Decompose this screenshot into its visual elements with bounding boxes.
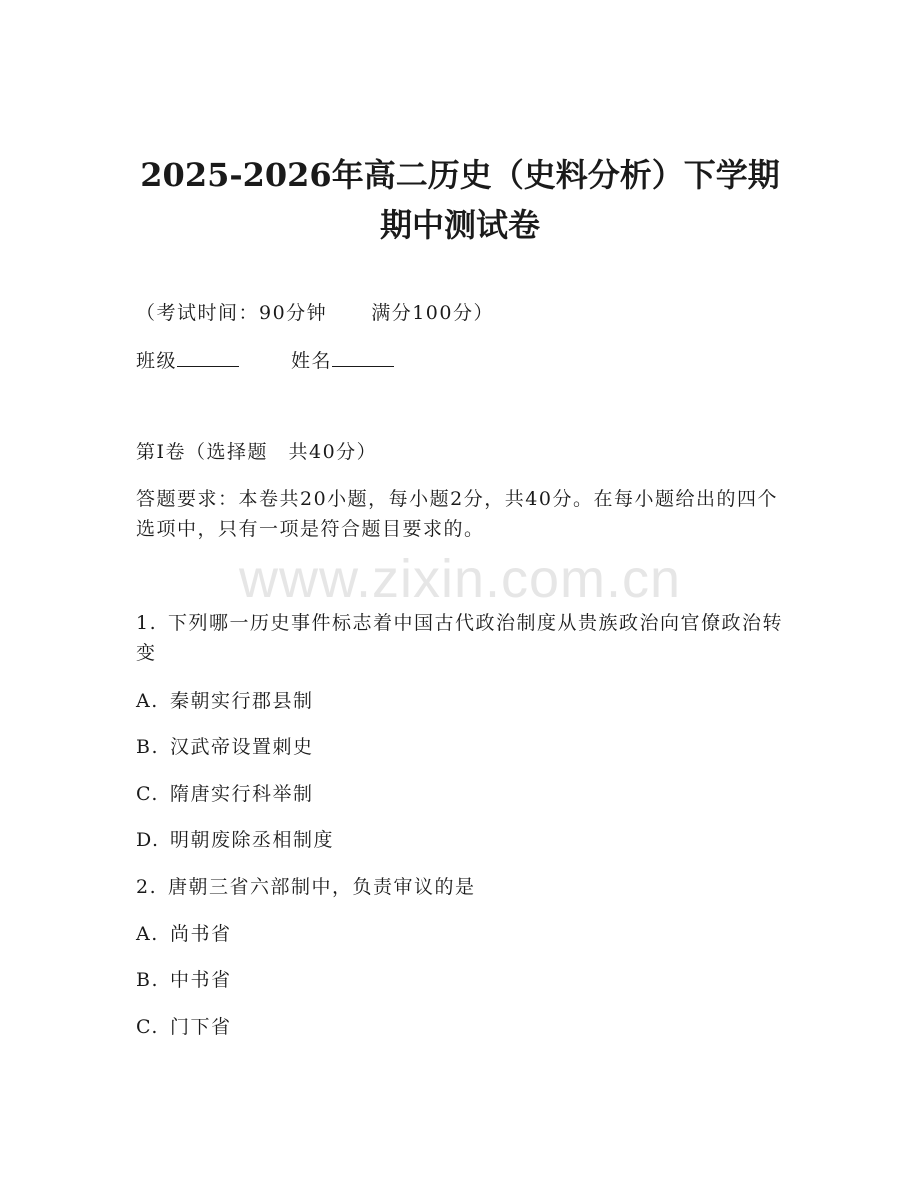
option-text: 隋唐实行科举制 <box>170 783 314 805</box>
exam-time-info <box>136 298 786 328</box>
option-letter: A. <box>136 923 159 945</box>
question-1-option-b <box>136 732 786 762</box>
option-letter: A. <box>136 690 159 712</box>
section1-heading: 第Ⅰ卷（选择题 共40分） <box>136 441 378 463</box>
question-1-text: 下列哪一历史事件标志着中国古代政治制度从贵族政治向官僚政治转变 <box>136 612 784 664</box>
class-label: 班级 <box>136 350 178 372</box>
name-label: 姓名 <box>291 350 333 372</box>
exam-title-line1: 2025-2026年高二历史（史料分析）下学期 <box>140 156 780 194</box>
question-2-option-a <box>136 919 786 949</box>
option-letter: B. <box>136 736 160 758</box>
question-2-number: 2. <box>136 876 158 898</box>
option-text: 汉武帝设置刺史 <box>170 736 314 758</box>
option-text: 秦朝实行郡县制 <box>170 690 314 712</box>
question-1-number: 1. <box>136 612 158 634</box>
question-2-option-c <box>136 1012 786 1042</box>
option-letter: D. <box>136 829 160 851</box>
option-text: 中书省 <box>170 969 232 991</box>
option-text: 尚书省 <box>170 923 232 945</box>
class-blank-field[interactable] <box>177 348 239 367</box>
section1-instructions: 答题要求：本卷共20小题，每小题2分，共40分。在每小题给出的四个选项中，只有一项是符合题目要求的。 <box>136 488 778 540</box>
question-2-stem <box>136 872 786 902</box>
exam-score-note: 满分100分） <box>371 302 494 324</box>
exam-title-line2: 期中测试卷 <box>379 206 540 244</box>
option-text: 门下省 <box>170 1016 232 1038</box>
option-letter: C. <box>136 1016 159 1038</box>
question-1-option-c <box>136 779 786 809</box>
question-1-option-d <box>136 825 786 855</box>
site-watermark: www.zixin.com.cn <box>238 549 682 609</box>
option-text: 明朝废除丞相制度 <box>170 829 335 851</box>
question-1-stem <box>136 608 786 668</box>
option-letter: C. <box>136 783 159 805</box>
student-info-row <box>136 346 786 376</box>
question-2-text: 唐朝三省六部制中，负责审议的是 <box>168 876 476 898</box>
exam-title <box>136 150 784 250</box>
question-2-option-b <box>136 965 786 995</box>
question-1-option-a <box>136 686 786 716</box>
exam-time-note: （考试时间：90分钟 <box>136 302 328 324</box>
name-blank-field[interactable] <box>332 348 394 367</box>
option-letter: B. <box>136 969 160 991</box>
